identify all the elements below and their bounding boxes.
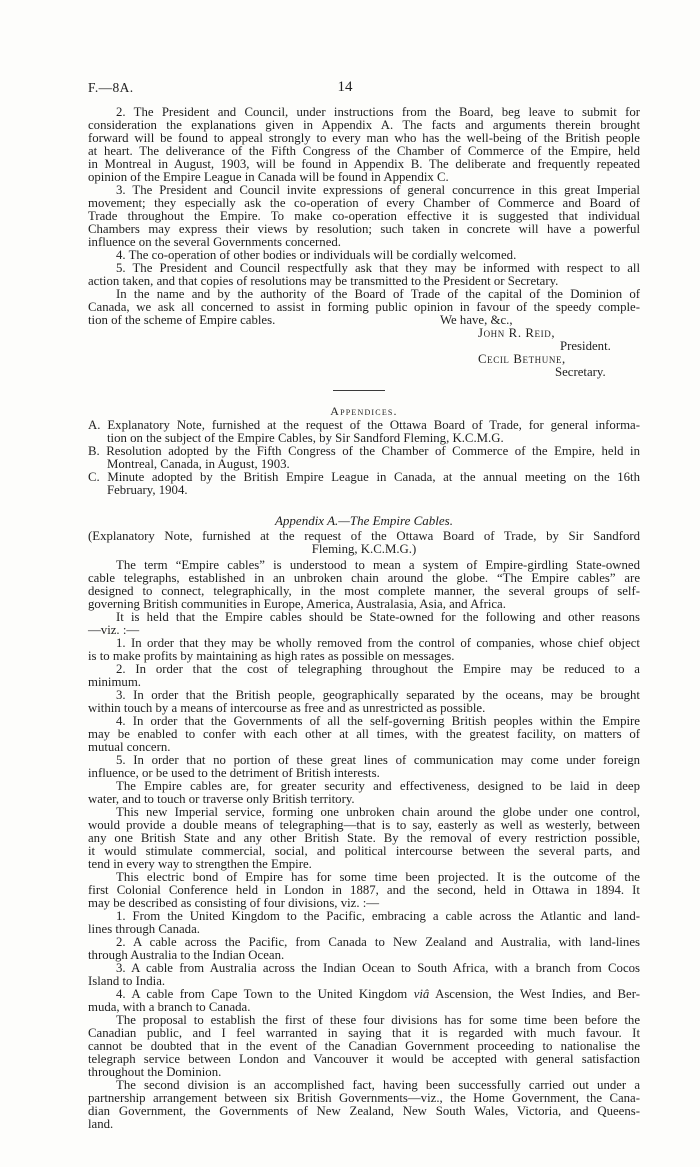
text-line: 1. In order that they may be wholly removed from the control of companies, whose chief object (116, 636, 640, 650)
text-line: cable telegraphs, established in an unbroken chain around the globe. “The Empire cables” are (88, 571, 640, 585)
text-line: designed to connect, telegraphically, in the most complete manner, the several groups of self- (88, 584, 640, 598)
text-line: 4. In order that the Governments of all the self-governing British peoples within the Empire (116, 714, 640, 728)
signature-block (88, 327, 640, 379)
appendices-list (88, 419, 640, 497)
text-line: The Empire cables are, for greater security and effectiveness, designed to be laid in deep (116, 779, 640, 793)
appendix-a-note (88, 530, 640, 556)
text-line: is to make profits by maintaining as high rates as possible on messages. (88, 649, 455, 663)
text-line: In the name and by the authority of the Board of Trade of the capital of the Dominion of (116, 287, 640, 301)
paragraph (88, 715, 640, 754)
text-line: governing British communities in Europe, America, Australasia, Asia, and Africa. (88, 597, 506, 611)
paragraph (88, 780, 640, 806)
paragraph (88, 754, 640, 780)
paragraph (88, 262, 640, 288)
text-line: Canadian public, and I feel warranted in saying that it is regarded with much favour. It (88, 1026, 640, 1040)
italic-text: viâ (413, 987, 430, 1001)
text-line: at heart. The deliverance of the Fifth Congress of the Chamber of Commerce of the Empire, held (88, 144, 640, 158)
text-line: through Australia to the Indian Ocean. (88, 948, 285, 962)
text-line: dian Government, the Governments of New Zealand, New South Wales, Victoria, and Queens- (88, 1104, 640, 1118)
text-line: tion of the scheme of Empire cables. (88, 313, 276, 327)
letter-body (88, 106, 640, 327)
text-line: Trade throughout the Empire. To make co-operation effective it is suggested that individual (88, 209, 640, 223)
text-line: A. Explanatory Note, furnished at the request of the Ottawa Board of Trade, for general informa- (88, 418, 640, 432)
text-line: movement; they especially ask the co-operation of every Chamber of Commerce and Board of (88, 196, 640, 210)
text-line: 1. From the United Kingdom to the Pacific, embracing a cable across the Atlantic and land- (116, 909, 640, 923)
paragraph (88, 962, 640, 988)
text-line: may be described as consisting of four divisions, viz. :— (88, 896, 380, 910)
text-line: Canada, we ask all concerned to assist in forming public opinion in favour of the speedy comple- (88, 300, 640, 314)
text-line: cannot be doubted that in the event of the Canadian Government proceeding to nationalise the (88, 1039, 640, 1053)
text-line: mutual concern. (88, 740, 171, 754)
text-line: tion on the subject of the Empire Cables, by Sir Sandford Fleming, K.C.M.G. (107, 431, 504, 445)
text-line: The proposal to establish the first of these four divisions has for some time been before the (116, 1013, 640, 1027)
text-line: partnership arrangement between six British Governments—viz., the Home Government, the Cana- (88, 1091, 640, 1105)
text-line: 2. A cable across the Pacific, from Canada to New Zealand and Australia, with land-lines (116, 935, 640, 949)
appendix-item (88, 419, 640, 445)
paragraph (88, 988, 640, 1014)
text-line: within touch by a means of intercourse as free and as unrestricted as possible. (88, 701, 486, 715)
text-line: water, and to touch or traverse only British territory. (88, 792, 355, 806)
text-line: Chambers may express their views by resolution; such taken in concrete will have a powerful (88, 222, 640, 236)
signatory-name: Cecil Bethune, (478, 352, 566, 366)
text-line: This electric bond of Empire has for some time been projected. It is the outcome of the (116, 870, 640, 884)
text-line: muda, with a branch to Canada. (88, 1000, 251, 1014)
section-divider (333, 390, 385, 391)
text-line: Fleming, K.C.M.G.) (311, 542, 417, 556)
paragraph (88, 910, 640, 936)
paragraph (88, 1079, 640, 1131)
text-line: throughout the Dominion. (88, 1065, 222, 1079)
appendices-heading: Appendices. (330, 404, 398, 418)
paragraph (88, 806, 640, 871)
text-line: influence, or be used to the detriment of British interests. (88, 766, 380, 780)
text-line: 5. The President and Council respectfully ask that they may be informed with respect to all (116, 261, 640, 275)
text-line: tend in every way to strengthen the Empire. (88, 857, 312, 871)
paragraph (88, 871, 640, 910)
paragraph (88, 936, 640, 962)
paragraph (88, 106, 640, 184)
text-line: action taken, and that copies of resolutions may be transmitted to the President or Secretary. (88, 274, 559, 288)
paragraph (88, 637, 640, 663)
text-line: It is held that the Empire cables should be State-owned for the following and other reasons (116, 610, 640, 624)
text-line: telegraph service between London and Vancouver it would be accepted with general satisfaction (88, 1052, 640, 1066)
text-line: —viz. :— (88, 623, 140, 637)
text-line: February, 1904. (107, 483, 188, 497)
signatory-title: President. (560, 339, 611, 353)
text-line: 3. In order that the British people, geographically separated by the oceans, may be brought (116, 688, 640, 702)
paragraph (88, 288, 640, 327)
text-line: may be enabled to confer with each other at all times, with the greatest facility, on matters of (88, 727, 640, 741)
text-line: This new Imperial service, forming one unbroken chain around the globe under one control, (116, 805, 640, 819)
appendix-item (88, 471, 640, 497)
text-line: lines through Canada. (88, 922, 200, 936)
page-number: 14 (337, 79, 353, 95)
paragraph (88, 184, 640, 249)
text-run: 4. A cable from Cape Town to the United Kingdom (116, 987, 414, 1001)
text-line: 5. In order that no portion of these great lines of communication may come under foreign (116, 753, 640, 767)
signatory-name: John R. Reid, (478, 326, 556, 340)
text-line: opinion of the Empire League in Canada will be found in Appendix C. (88, 170, 449, 184)
paragraph (88, 611, 640, 637)
appendix-a-title: Appendix A.—The Empire Cables. (274, 513, 453, 528)
text-run: Ascension, the West Indies, and Ber- (429, 987, 640, 1001)
text-line: in Montreal in August, 1903, will be found in Appendix B. The deliberate and frequently repeated (88, 157, 640, 171)
text-line: influence on the several Governments concerned. (88, 235, 341, 249)
paragraph (88, 559, 640, 611)
text-line: (Explanatory Note, furnished at the request of the Ottawa Board of Trade, by Sir Sandford (88, 529, 640, 543)
appendix-a-body (88, 559, 640, 1131)
text-line: would provide a double means of telegraphing—that is to say, easterly as well as westerly, between (88, 818, 640, 832)
paragraph (88, 689, 640, 715)
text-line: Island to India. (88, 974, 166, 988)
paragraph (88, 1014, 640, 1079)
closing-salutation: We have, &c., (440, 313, 513, 327)
text-line: 2. The President and Council, under instructions from the Board, beg leave to submit for (116, 105, 640, 119)
text-line: The second division is an accomplished fact, having been successfully carried out under a (116, 1078, 640, 1092)
text-line: minimum. (88, 675, 141, 689)
paragraph (88, 663, 640, 689)
text-line: any one British State and any other British State. By the removal of every restriction possible, (88, 831, 640, 845)
text-line: 2. In order that the cost of telegraphing throughout the Empire may be reduced to a (116, 662, 640, 676)
document-code: F.—8A. (88, 80, 134, 95)
signatory-title: Secretary. (555, 365, 606, 379)
text-line: 4. The co-operation of other bodies or individuals will be cordially welcomed. (116, 248, 517, 262)
text-line: 3. The President and Council invite expressions of general concurrence in this great Imperial (116, 183, 640, 197)
text-line: land. (88, 1117, 114, 1131)
text-line: B. Resolution adopted by the Fifth Congress of the Chamber of Commerce of the Empire, held in (88, 444, 640, 458)
text-line: forward will be found to appeal strongly to every man who has the well-being of the British people (88, 131, 640, 145)
text-line: C. Minute adopted by the British Empire League in Canada, at the annual meeting on the 16th (88, 470, 640, 484)
text-line: first Colonial Conference held in London in 1887, and the second, held in Ottawa in 1894. It (88, 883, 640, 897)
text-line: 3. A cable from Australia across the Indian Ocean to South Africa, with a branch from Cocos (116, 961, 640, 975)
text-line: Montreal, Canada, in August, 1903. (107, 457, 290, 471)
text-line: it would stimulate commercial, social, and political intercourse between the several parts, and (88, 844, 640, 858)
text-line: consideration the explanations given in Appendix A. The facts and arguments therein brought (88, 118, 640, 132)
text-line: The term “Empire cables” is understood to mean a system of Empire-girdling State-owned (116, 558, 640, 572)
appendix-item (88, 445, 640, 471)
